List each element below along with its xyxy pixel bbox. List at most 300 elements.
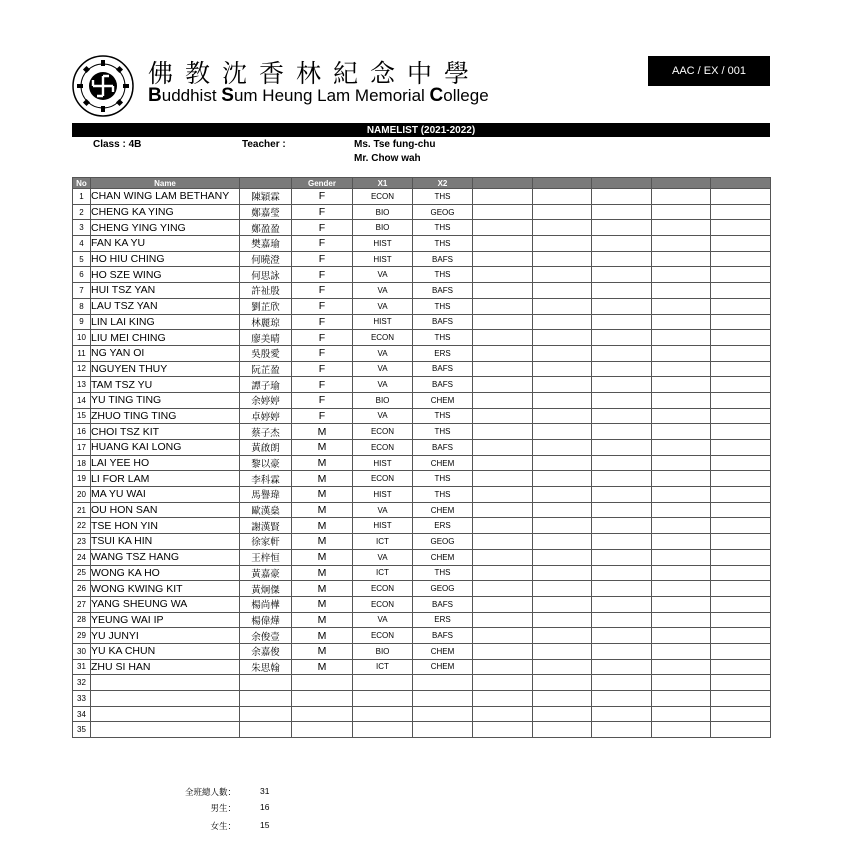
- row-number: 23: [73, 534, 91, 550]
- row-number: 28: [73, 612, 91, 628]
- student-gender: F: [292, 251, 353, 267]
- elective-x1: VA: [353, 502, 413, 518]
- table-row: [73, 675, 771, 691]
- blank-cell: [473, 628, 533, 644]
- student-gender: M: [292, 440, 353, 456]
- student-gender: F: [292, 204, 353, 220]
- student-chinese-name: 馬譽瑋: [240, 487, 292, 503]
- blank-cell: [592, 189, 652, 205]
- student-gender: M: [292, 612, 353, 628]
- elective-x2: BAFS: [413, 361, 473, 377]
- student-gender: M: [292, 455, 353, 471]
- student-english-name: NG YAN OI: [91, 345, 240, 361]
- student-english-name: LIU MEI CHING: [91, 330, 240, 346]
- table-row: [73, 659, 771, 675]
- blank-cell: [473, 392, 533, 408]
- blank-cell: [473, 659, 533, 675]
- col-header-name: Name: [91, 178, 240, 189]
- student-chinese-name: 余婷婷: [240, 392, 292, 408]
- table-row: [73, 612, 771, 628]
- class-label: Class : 4B: [93, 139, 142, 150]
- blank-cell: [592, 392, 652, 408]
- student-english-name: HO SZE WING: [91, 267, 240, 283]
- blank-cell: [592, 612, 652, 628]
- blank-cell: [473, 691, 533, 707]
- blank-cell: [652, 487, 711, 503]
- blank-cell: [652, 267, 711, 283]
- elective-x2: THS: [413, 424, 473, 440]
- blank-cell: [711, 298, 771, 314]
- elective-x2: CHEM: [413, 643, 473, 659]
- blank-cell: [592, 424, 652, 440]
- blank-cell: [592, 706, 652, 722]
- elective-x1: VA: [353, 549, 413, 565]
- blank-cell: [473, 596, 533, 612]
- student-chinese-name: 劉芷欣: [240, 298, 292, 314]
- elective-x1: VA: [353, 267, 413, 283]
- student-english-name: [91, 691, 240, 707]
- student-gender: F: [292, 377, 353, 393]
- student-english-name: WONG KA HO: [91, 565, 240, 581]
- student-chinese-name: 謝漢賢: [240, 518, 292, 534]
- row-number: 29: [73, 628, 91, 644]
- blank-cell: [592, 251, 652, 267]
- col-header-blank: [652, 178, 711, 189]
- student-english-name: LI FOR LAM: [91, 471, 240, 487]
- student-gender: M: [292, 596, 353, 612]
- table-row: [73, 267, 771, 283]
- row-number: 30: [73, 643, 91, 659]
- blank-cell: [533, 283, 592, 299]
- blank-cell: [473, 581, 533, 597]
- student-chinese-name: 鄭嘉瑩: [240, 204, 292, 220]
- student-english-name: NGUYEN THUY: [91, 361, 240, 377]
- elective-x1: HIST: [353, 455, 413, 471]
- row-number: 6: [73, 267, 91, 283]
- table-row: [73, 722, 771, 738]
- blank-cell: [473, 267, 533, 283]
- table-row: [73, 471, 771, 487]
- blank-cell: [533, 204, 592, 220]
- elective-x2: THS: [413, 267, 473, 283]
- blank-cell: [652, 722, 711, 738]
- school-name-chinese: 佛教沈香林紀念中學: [148, 59, 482, 88]
- elective-x1: ECON: [353, 440, 413, 456]
- student-chinese-name: 陳穎霖: [240, 189, 292, 205]
- blank-cell: [473, 722, 533, 738]
- elective-x2: BAFS: [413, 314, 473, 330]
- blank-cell: [592, 345, 652, 361]
- student-chinese-name: 廖美晴: [240, 330, 292, 346]
- blank-cell: [652, 534, 711, 550]
- elective-x1: [353, 706, 413, 722]
- blank-cell: [711, 267, 771, 283]
- blank-cell: [711, 612, 771, 628]
- blank-cell: [652, 424, 711, 440]
- blank-cell: [473, 440, 533, 456]
- table-row: [73, 236, 771, 252]
- elective-x1: HIST: [353, 251, 413, 267]
- blank-cell: [711, 283, 771, 299]
- student-gender: M: [292, 659, 353, 675]
- student-chinese-name: 許祉殷: [240, 283, 292, 299]
- total-students-label: 全班總人數：: [184, 788, 236, 798]
- blank-cell: [592, 534, 652, 550]
- male-count-label: 男生：: [210, 804, 236, 814]
- row-number: 22: [73, 518, 91, 534]
- blank-cell: [711, 345, 771, 361]
- col-header-x1: X1: [353, 178, 413, 189]
- student-gender: F: [292, 345, 353, 361]
- elective-x2: [413, 706, 473, 722]
- elective-x2: THS: [413, 236, 473, 252]
- elective-x2: ERS: [413, 518, 473, 534]
- student-chinese-name: 阮芷盈: [240, 361, 292, 377]
- student-chinese-name: 歐漢燊: [240, 502, 292, 518]
- blank-cell: [652, 518, 711, 534]
- blank-cell: [592, 298, 652, 314]
- elective-x2: THS: [413, 220, 473, 236]
- student-chinese-name: 林麗琼: [240, 314, 292, 330]
- student-gender: M: [292, 424, 353, 440]
- blank-cell: [652, 298, 711, 314]
- blank-cell: [711, 251, 771, 267]
- student-english-name: CHOI TSZ KIT: [91, 424, 240, 440]
- blank-cell: [533, 659, 592, 675]
- elective-x2: CHEM: [413, 392, 473, 408]
- student-gender: F: [292, 236, 353, 252]
- row-number: 20: [73, 487, 91, 503]
- blank-cell: [711, 518, 771, 534]
- blank-cell: [711, 487, 771, 503]
- table-row: [73, 596, 771, 612]
- table-row: [73, 377, 771, 393]
- blank-cell: [533, 706, 592, 722]
- blank-cell: [711, 377, 771, 393]
- blank-cell: [592, 659, 652, 675]
- table-row: [73, 314, 771, 330]
- elective-x1: VA: [353, 361, 413, 377]
- elective-x2: CHEM: [413, 549, 473, 565]
- col-header-chinese-name: [240, 178, 292, 189]
- blank-cell: [652, 628, 711, 644]
- blank-cell: [711, 189, 771, 205]
- table-row: [73, 204, 771, 220]
- blank-cell: [473, 487, 533, 503]
- blank-cell: [533, 440, 592, 456]
- blank-cell: [473, 565, 533, 581]
- blank-cell: [711, 596, 771, 612]
- blank-cell: [711, 455, 771, 471]
- student-gender: F: [292, 220, 353, 236]
- table-row: [73, 706, 771, 722]
- total-students-value: 31: [260, 786, 270, 796]
- student-english-name: [91, 706, 240, 722]
- elective-x1: VA: [353, 377, 413, 393]
- blank-cell: [652, 471, 711, 487]
- blank-cell: [473, 502, 533, 518]
- row-number: 1: [73, 189, 91, 205]
- blank-cell: [592, 408, 652, 424]
- blank-cell: [711, 236, 771, 252]
- row-number: 3: [73, 220, 91, 236]
- elective-x2: CHEM: [413, 502, 473, 518]
- blank-cell: [533, 424, 592, 440]
- student-english-name: TSUI KA HIN: [91, 534, 240, 550]
- table-row: [73, 345, 771, 361]
- row-number: 18: [73, 455, 91, 471]
- row-number: 35: [73, 722, 91, 738]
- table-header-row: [73, 178, 771, 189]
- elective-x1: ICT: [353, 659, 413, 675]
- table-row: [73, 283, 771, 299]
- student-english-name: LIN LAI KING: [91, 314, 240, 330]
- blank-cell: [592, 455, 652, 471]
- blank-cell: [592, 361, 652, 377]
- blank-cell: [533, 314, 592, 330]
- col-header-blank: [711, 178, 771, 189]
- elective-x1: VA: [353, 298, 413, 314]
- table-row: [73, 220, 771, 236]
- student-gender: M: [292, 643, 353, 659]
- elective-x2: ERS: [413, 345, 473, 361]
- table-row: [73, 502, 771, 518]
- blank-cell: [652, 283, 711, 299]
- student-chinese-name: 徐家軒: [240, 534, 292, 550]
- school-crest-logo: [72, 55, 134, 117]
- elective-x1: ECON: [353, 330, 413, 346]
- blank-cell: [473, 706, 533, 722]
- female-count-value: 15: [260, 820, 270, 830]
- row-number: 7: [73, 283, 91, 299]
- blank-cell: [473, 455, 533, 471]
- blank-cell: [711, 440, 771, 456]
- blank-cell: [711, 534, 771, 550]
- blank-cell: [592, 267, 652, 283]
- table-row: [73, 392, 771, 408]
- elective-x2: THS: [413, 330, 473, 346]
- blank-cell: [711, 204, 771, 220]
- student-gender: [292, 722, 353, 738]
- row-number: 21: [73, 502, 91, 518]
- table-row: [73, 643, 771, 659]
- blank-cell: [533, 534, 592, 550]
- blank-cell: [473, 330, 533, 346]
- blank-cell: [652, 706, 711, 722]
- row-number: 8: [73, 298, 91, 314]
- col-header-no: No: [73, 178, 91, 189]
- elective-x1: [353, 691, 413, 707]
- blank-cell: [592, 596, 652, 612]
- elective-x2: THS: [413, 565, 473, 581]
- blank-cell: [533, 518, 592, 534]
- student-gender: F: [292, 361, 353, 377]
- blank-cell: [473, 549, 533, 565]
- blank-cell: [652, 596, 711, 612]
- blank-cell: [473, 220, 533, 236]
- elective-x1: ECON: [353, 628, 413, 644]
- student-gender: [292, 706, 353, 722]
- row-number: 27: [73, 596, 91, 612]
- student-chinese-name: 樊嘉瑜: [240, 236, 292, 252]
- blank-cell: [652, 220, 711, 236]
- student-roster-table: [72, 177, 771, 738]
- elective-x2: BAFS: [413, 628, 473, 644]
- elective-x1: ICT: [353, 565, 413, 581]
- blank-cell: [592, 565, 652, 581]
- elective-x2: ERS: [413, 612, 473, 628]
- table-row: [73, 189, 771, 205]
- blank-cell: [652, 565, 711, 581]
- row-number: 2: [73, 204, 91, 220]
- elective-x1: HIST: [353, 518, 413, 534]
- blank-cell: [533, 596, 592, 612]
- female-count-label: 女生：: [210, 822, 236, 832]
- row-number: 13: [73, 377, 91, 393]
- blank-cell: [652, 251, 711, 267]
- blank-cell: [473, 314, 533, 330]
- table-row: [73, 251, 771, 267]
- blank-cell: [711, 408, 771, 424]
- table-row: [73, 549, 771, 565]
- student-chinese-name: 楊偉燁: [240, 612, 292, 628]
- blank-cell: [652, 377, 711, 393]
- elective-x1: BIO: [353, 204, 413, 220]
- elective-x2: THS: [413, 487, 473, 503]
- blank-cell: [711, 581, 771, 597]
- row-number: 26: [73, 581, 91, 597]
- blank-cell: [473, 345, 533, 361]
- blank-cell: [473, 236, 533, 252]
- blank-cell: [592, 471, 652, 487]
- row-number: 14: [73, 392, 91, 408]
- col-header-x2: X2: [413, 178, 473, 189]
- student-gender: F: [292, 267, 353, 283]
- student-english-name: MA YU WAI: [91, 487, 240, 503]
- male-count-value: 16: [260, 802, 270, 812]
- student-english-name: CHENG YING YING: [91, 220, 240, 236]
- student-chinese-name: 何思詠: [240, 267, 292, 283]
- elective-x2: CHEM: [413, 659, 473, 675]
- elective-x2: GEOG: [413, 581, 473, 597]
- blank-cell: [533, 612, 592, 628]
- blank-cell: [473, 204, 533, 220]
- student-chinese-name: [240, 706, 292, 722]
- blank-cell: [473, 424, 533, 440]
- student-chinese-name: [240, 722, 292, 738]
- blank-cell: [711, 565, 771, 581]
- blank-cell: [473, 298, 533, 314]
- col-header-blank: [592, 178, 652, 189]
- blank-cell: [533, 691, 592, 707]
- student-gender: M: [292, 487, 353, 503]
- table-row: [73, 628, 771, 644]
- blank-cell: [592, 236, 652, 252]
- blank-cell: [533, 361, 592, 377]
- blank-cell: [652, 691, 711, 707]
- student-gender: M: [292, 518, 353, 534]
- student-english-name: CHENG KA YING: [91, 204, 240, 220]
- student-chinese-name: 楊尚樺: [240, 596, 292, 612]
- blank-cell: [533, 643, 592, 659]
- blank-cell: [473, 361, 533, 377]
- student-chinese-name: 黃啟朗: [240, 440, 292, 456]
- elective-x2: GEOG: [413, 204, 473, 220]
- blank-cell: [711, 659, 771, 675]
- blank-cell: [652, 549, 711, 565]
- elective-x2: [413, 675, 473, 691]
- col-header-blank: [473, 178, 533, 189]
- table-row: [73, 330, 771, 346]
- blank-cell: [592, 377, 652, 393]
- col-header-gender: Gender: [292, 178, 353, 189]
- elective-x2: BAFS: [413, 251, 473, 267]
- student-gender: M: [292, 502, 353, 518]
- student-gender: M: [292, 565, 353, 581]
- student-english-name: [91, 722, 240, 738]
- blank-cell: [711, 691, 771, 707]
- school-name-english: Buddhist Sum Heung Lam Memorial College: [148, 85, 489, 106]
- blank-cell: [652, 204, 711, 220]
- elective-x1: VA: [353, 345, 413, 361]
- elective-x2: GEOG: [413, 534, 473, 550]
- document-code-badge: AAC / EX / 001: [648, 56, 770, 86]
- blank-cell: [592, 628, 652, 644]
- student-gender: M: [292, 628, 353, 644]
- blank-cell: [592, 691, 652, 707]
- blank-cell: [533, 220, 592, 236]
- blank-cell: [473, 189, 533, 205]
- table-row: [73, 518, 771, 534]
- table-row: [73, 440, 771, 456]
- student-gender: F: [292, 314, 353, 330]
- blank-cell: [711, 549, 771, 565]
- elective-x2: THS: [413, 298, 473, 314]
- table-row: [73, 581, 771, 597]
- row-number: 15: [73, 408, 91, 424]
- blank-cell: [711, 502, 771, 518]
- elective-x1: [353, 675, 413, 691]
- table-row: [73, 487, 771, 503]
- student-gender: F: [292, 189, 353, 205]
- blank-cell: [473, 408, 533, 424]
- blank-cell: [711, 706, 771, 722]
- student-english-name: YU JUNYI: [91, 628, 240, 644]
- blank-cell: [592, 675, 652, 691]
- student-english-name: [91, 675, 240, 691]
- row-number: 34: [73, 706, 91, 722]
- blank-cell: [473, 534, 533, 550]
- student-gender: [292, 675, 353, 691]
- student-chinese-name: 朱思翰: [240, 659, 292, 675]
- blank-cell: [533, 565, 592, 581]
- row-number: 25: [73, 565, 91, 581]
- blank-cell: [711, 643, 771, 659]
- student-english-name: FAN KA YU: [91, 236, 240, 252]
- blank-cell: [652, 502, 711, 518]
- blank-cell: [473, 612, 533, 628]
- row-number: 24: [73, 549, 91, 565]
- blank-cell: [533, 392, 592, 408]
- table-row: [73, 534, 771, 550]
- teacher-label: Teacher :: [242, 139, 286, 150]
- elective-x2: BAFS: [413, 377, 473, 393]
- blank-cell: [533, 549, 592, 565]
- student-chinese-name: 余俊壹: [240, 628, 292, 644]
- blank-cell: [592, 722, 652, 738]
- blank-cell: [592, 330, 652, 346]
- student-chinese-name: 黃炯傑: [240, 581, 292, 597]
